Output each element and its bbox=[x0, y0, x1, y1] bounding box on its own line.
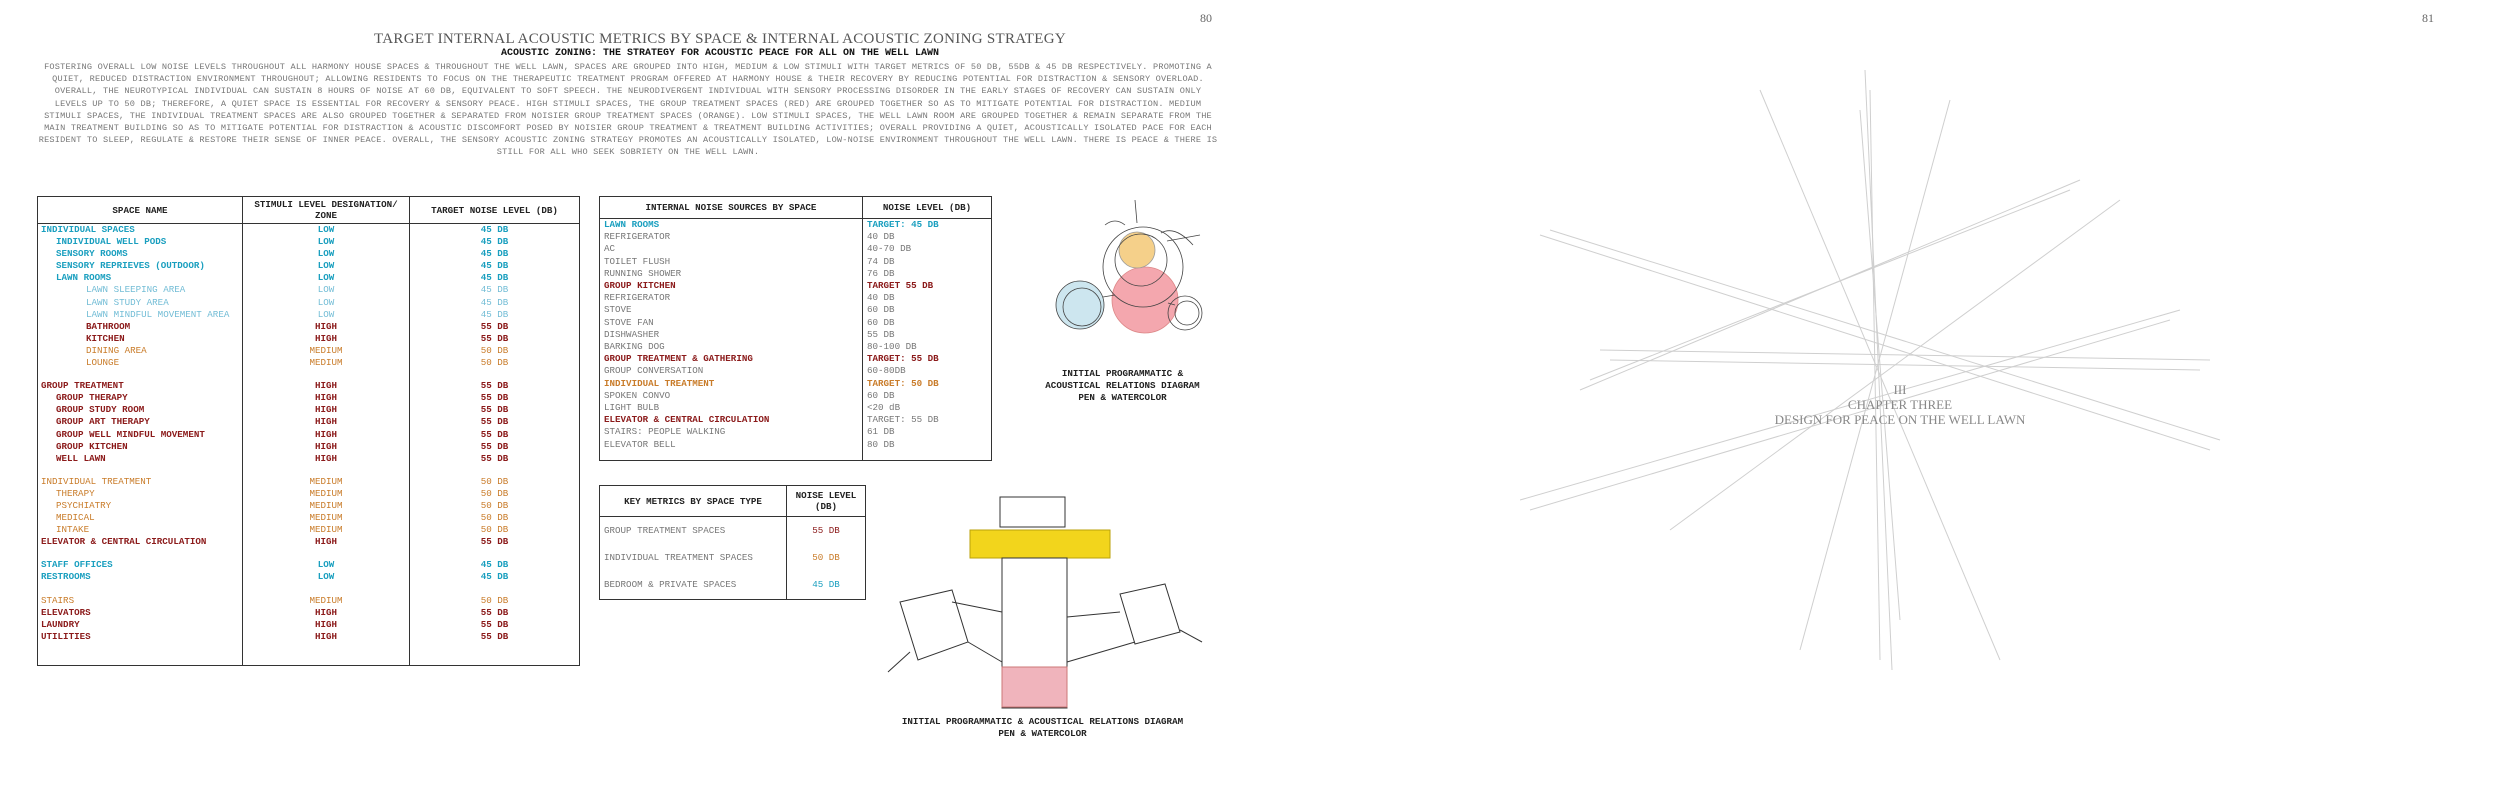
empty-cell bbox=[243, 369, 410, 380]
empty-cell bbox=[38, 465, 243, 476]
noise-level-cell: 55 DB bbox=[410, 607, 580, 619]
space-name-cell: KITCHEN bbox=[38, 333, 243, 345]
noise-level-cell: 76 DB bbox=[863, 268, 992, 280]
noise-level-cell: TARGET: 50 DB bbox=[863, 378, 992, 390]
space-type-cell: BEDROOM & PRIVATE SPACES bbox=[600, 572, 787, 600]
empty-cell bbox=[410, 369, 580, 380]
stimuli-zone-cell: HIGH bbox=[243, 453, 410, 465]
stimuli-zone-cell: HIGH bbox=[243, 607, 410, 619]
bottom-diagram-caption bbox=[880, 716, 1205, 740]
stimuli-zone-cell: LOW bbox=[243, 224, 410, 237]
space-name-cell: LAWN STUDY AREA bbox=[38, 297, 243, 309]
table-row bbox=[38, 272, 580, 284]
stimuli-zone-cell: HIGH bbox=[243, 536, 410, 548]
space-name-cell: GROUP WELL MINDFUL MOVEMENT bbox=[38, 429, 243, 441]
noise-level-cell: 55 DB bbox=[410, 333, 580, 345]
noise-level-cell: 55 DB bbox=[410, 416, 580, 428]
noise-source-cell: STOVE FAN bbox=[600, 317, 863, 329]
metric-level-cell: 45 DB bbox=[787, 572, 866, 600]
noise-level-cell: 45 DB bbox=[410, 224, 580, 237]
space-name-cell: UTILITIES bbox=[38, 631, 243, 643]
stimuli-zone-cell: HIGH bbox=[243, 321, 410, 333]
table-row bbox=[600, 268, 992, 280]
stimuli-zone-cell: MEDIUM bbox=[243, 345, 410, 357]
noise-level-cell: 55 DB bbox=[410, 619, 580, 631]
table-row bbox=[600, 414, 992, 426]
space-name-cell: LOUNGE bbox=[38, 357, 243, 369]
space-metrics-table bbox=[37, 196, 580, 666]
page-title: TARGET INTERNAL ACOUSTIC METRICS BY SPACE & INTERNAL ACOUSTIC ZONING STRATEGY bbox=[374, 31, 1066, 47]
space-name-cell: GROUP THERAPY bbox=[38, 392, 243, 404]
table-row bbox=[38, 297, 580, 309]
noise-level-cell: 55 DB bbox=[410, 453, 580, 465]
table-row bbox=[38, 333, 580, 345]
noise-source-cell: BARKING DOG bbox=[600, 341, 863, 353]
top-caption-line-2: ACOUSTICAL RELATIONS DIAGRAM bbox=[1045, 380, 1200, 391]
noise-source-cell: LIGHT BULB bbox=[600, 402, 863, 414]
space-type-cell: GROUP TREATMENT SPACES bbox=[600, 517, 787, 545]
table-row bbox=[38, 224, 580, 237]
noise-level-cell: 45 DB bbox=[410, 309, 580, 321]
noise-level-cell: 40 DB bbox=[863, 292, 992, 304]
noise-source-cell: ELEVATOR BELL bbox=[600, 439, 863, 451]
stimuli-zone-cell: LOW bbox=[243, 297, 410, 309]
noise-level-cell: 45 DB bbox=[410, 571, 580, 583]
empty-cell bbox=[243, 548, 410, 559]
intro-paragraph: FOSTERING OVERALL LOW NOISE LEVELS THROUGHOUT ALL HARMONY HOUSE SPACES & THROUGHOUT THE WELL LAWN, SPACES ARE GROUPED INTO HIGH, MEDIUM & LOW STIMULI WITH TARGET METRICS OF 50 DB, 55DB & 45 DB RESPECTIVELY. PROMOTING A QUIET, REDUCED DISTRACTION ENVIRONMENT THROUGHOUT; ALLOWING RESIDENTS TO FOCUS ON THE THERAPEUTIC TREATMENT PROGRAM OFFERED AT HARMONY HOUSE & THEIR RECOVERY BY REDUCING POTENTIAL FOR DISTRACTION & SENSORY OVERLOAD. OVERALL, THE NEUROTYPICAL INDIVIDUAL CAN SUSTAIN 8 HOURS OF NOISE AT 60 DB, EQUIVALENT TO SOFT SPEECH. THE NEURODIVERGENT INDIVIDUAL WITH SENSORY PROCESSING DISORDER IN THE EARLY STAGES OF RECOVERY CAN SUSTAIN ONLY LEVELS UP TO 50 DB; THEREFORE, A QUIET SPACE IS ESSENTIAL FOR RECOVERY & SENSORY PEACE. HIGH STIMULI SPACES, THE GROUP TREATMENT SPACES (RED) ARE GROUPED TOGETHER SO AS TO MITIGATE POTENTIAL FOR DISTRACTION. MEDIUM STIMULI SPACES, THE INDIVIDUAL TREATMENT SPACES ARE ALSO GROUPED TOGETHER & SEPARATED FROM NOISIER GROUP TREATMENT SPACES (ORANGE). LOW STIMULI SPACES, THE WELL LAWN ROOM ARE GROUPED TOGETHER & REMAIN SEPARATE FROM THE MAIN TREATMENT BUILDING SO AS TO MITIGATE POTENTIAL FOR DISTRACTION & ACOUSTIC DISCOMFORT POSED BY NOISIER GROUP TREATMENT & TREATMENT BUILDING ACTIVITIES; OVERALL PROVIDING A QUIET, ACOUSTICALLY ISOLATED PACE FOR EACH RESIDENT TO SLEEP, REGULATE & RESTORE THEIR SENSE OF INNER PEACE. OVERALL, THE SENSORY ACOUSTIC ZONING STRATEGY PROMOTES AN ACOUSTICALLY ISOLATED, LOW-NOISE ENVIRONMENT THROUGHOUT THE WELL LAWN. THERE IS PEACE & THERE IS STILL FOR ALL WHO SEEK SOBRIETY ON THE WELL LAWN. bbox=[38, 62, 1218, 158]
bottom-caption-line-2: PEN & WATERCOLOR bbox=[998, 728, 1087, 739]
table-row bbox=[38, 524, 580, 536]
stimuli-zone-cell: LOW bbox=[243, 248, 410, 260]
noise-source-cell: SPOKEN CONVO bbox=[600, 390, 863, 402]
stimuli-zone-cell: MEDIUM bbox=[243, 512, 410, 524]
key-metrics-table bbox=[599, 485, 866, 600]
stimuli-zone-cell: MEDIUM bbox=[243, 476, 410, 488]
table-row bbox=[600, 378, 992, 390]
key-metrics-header: KEY METRICS BY SPACE TYPE bbox=[600, 486, 787, 517]
noise-source-cell: TOILET FLUSH bbox=[600, 256, 863, 268]
stimuli-zone-cell: LOW bbox=[243, 571, 410, 583]
noise-level-cell: 55 DB bbox=[410, 631, 580, 643]
chapter-title: DESIGN FOR PEACE ON THE WELL LAWN bbox=[1774, 412, 2026, 427]
noise-source-header: INTERNAL NOISE SOURCES BY SPACE bbox=[600, 197, 863, 219]
table-row bbox=[38, 441, 580, 453]
metrics-noise-level-header: NOISE LEVEL (DB) bbox=[787, 486, 866, 517]
space-name-cell: INDIVIDUAL SPACES bbox=[38, 224, 243, 237]
noise-level-cell: <20 dB bbox=[863, 402, 992, 414]
table-row bbox=[600, 231, 992, 243]
stimuli-zone-cell: MEDIUM bbox=[243, 595, 410, 607]
stimuli-zone-cell: MEDIUM bbox=[243, 488, 410, 500]
space-name-cell: INDIVIDUAL WELL PODS bbox=[38, 236, 243, 248]
noise-level-cell: 45 DB bbox=[410, 297, 580, 309]
table-row bbox=[600, 402, 992, 414]
empty-cell bbox=[38, 548, 243, 559]
plan-diagram-sketch bbox=[880, 492, 1210, 717]
noise-level-cell: 50 DB bbox=[410, 512, 580, 524]
table-row bbox=[600, 426, 992, 438]
table-row bbox=[38, 512, 580, 524]
table-row bbox=[600, 317, 992, 329]
page-number-left: 80 bbox=[1200, 11, 1212, 25]
stimuli-zone-cell: MEDIUM bbox=[243, 524, 410, 536]
stimuli-zone-cell: MEDIUM bbox=[243, 500, 410, 512]
space-name-cell: BATHROOM bbox=[38, 321, 243, 333]
table-row bbox=[600, 517, 866, 545]
table-row bbox=[38, 392, 580, 404]
noise-source-cell: LAWN ROOMS bbox=[600, 219, 863, 232]
space-name-cell: THERAPY bbox=[38, 488, 243, 500]
table-row bbox=[600, 292, 992, 304]
space-name-cell: SENSORY REPRIEVES (OUTDOOR) bbox=[38, 260, 243, 272]
space-type-cell: INDIVIDUAL TREATMENT SPACES bbox=[600, 544, 787, 571]
page-subtitle: ACOUSTIC ZONING: THE STRATEGY FOR ACOUSTIC PEACE FOR ALL ON THE WELL LAWN bbox=[500, 48, 940, 59]
noise-source-cell: GROUP CONVERSATION bbox=[600, 365, 863, 377]
noise-level-cell: 74 DB bbox=[863, 256, 992, 268]
table-row bbox=[38, 559, 580, 571]
space-name-cell: SENSORY ROOMS bbox=[38, 248, 243, 260]
table-row bbox=[38, 404, 580, 416]
noise-level-cell: 45 DB bbox=[410, 236, 580, 248]
noise-level-header: NOISE LEVEL (DB) bbox=[863, 197, 992, 219]
noise-level-cell: 55 DB bbox=[410, 441, 580, 453]
table-row bbox=[38, 321, 580, 333]
empty-cell bbox=[38, 643, 243, 666]
space-name-cell: STAIRS bbox=[38, 595, 243, 607]
table-row bbox=[600, 439, 992, 451]
table-row bbox=[38, 631, 580, 643]
noise-level-cell: 50 DB bbox=[410, 345, 580, 357]
noise-level-cell: 50 DB bbox=[410, 357, 580, 369]
noise-source-cell: INDIVIDUAL TREATMENT bbox=[600, 378, 863, 390]
table-row bbox=[38, 619, 580, 631]
noise-level-cell: 50 DB bbox=[410, 476, 580, 488]
noise-source-cell: DISHWASHER bbox=[600, 329, 863, 341]
noise-level-cell: 60 DB bbox=[863, 317, 992, 329]
table-gap-row bbox=[38, 548, 580, 559]
table-row bbox=[38, 607, 580, 619]
empty-cell bbox=[243, 465, 410, 476]
table-row bbox=[600, 390, 992, 402]
noise-level-cell: TARGET 55 DB bbox=[863, 280, 992, 292]
table-gap-row bbox=[38, 584, 580, 595]
stimuli-zone-cell: HIGH bbox=[243, 429, 410, 441]
stimuli-zone-cell: HIGH bbox=[243, 404, 410, 416]
noise-level-cell: 40 DB bbox=[863, 231, 992, 243]
noise-level-cell: 50 DB bbox=[410, 488, 580, 500]
noise-source-cell: REFRIGERATOR bbox=[600, 292, 863, 304]
metric-level-cell: 55 DB bbox=[787, 517, 866, 545]
space-name-cell: STAFF OFFICES bbox=[38, 559, 243, 571]
noise-sources-table bbox=[599, 196, 992, 461]
table-row bbox=[38, 453, 580, 465]
stimuli-zone-cell: LOW bbox=[243, 272, 410, 284]
space-name-cell: LAWN SLEEPING AREA bbox=[38, 284, 243, 296]
stimuli-zone-cell: HIGH bbox=[243, 441, 410, 453]
table-row bbox=[600, 341, 992, 353]
top-caption-line-3: PEN & WATERCOLOR bbox=[1078, 392, 1167, 403]
noise-level-cell: TARGET: 55 DB bbox=[863, 353, 992, 365]
table-row bbox=[38, 248, 580, 260]
table-row bbox=[38, 429, 580, 441]
metric-level-cell: 50 DB bbox=[787, 544, 866, 571]
space-name-cell: LAUNDRY bbox=[38, 619, 243, 631]
bottom-caption-line-1: INITIAL PROGRAMMATIC & ACOUSTICAL RELATIONS DIAGRAM bbox=[901, 716, 1184, 727]
space-name-cell: MEDICAL bbox=[38, 512, 243, 524]
table-row bbox=[38, 284, 580, 296]
empty-cell bbox=[863, 451, 992, 461]
stimuli-zone-cell: HIGH bbox=[243, 380, 410, 392]
space-name-cell: LAWN MINDFUL MOVEMENT AREA bbox=[38, 309, 243, 321]
noise-level-cell: 55 DB bbox=[410, 321, 580, 333]
noise-source-cell: STAIRS: PEOPLE WALKING bbox=[600, 426, 863, 438]
table-gap-row bbox=[38, 369, 580, 380]
table-row bbox=[38, 476, 580, 488]
table-row bbox=[600, 353, 992, 365]
top-caption-line-1: INITIAL PROGRAMMATIC & bbox=[1061, 368, 1184, 379]
chapter-heading bbox=[1700, 382, 2100, 427]
table-gap-row bbox=[38, 465, 580, 476]
noise-level-cell: 80 DB bbox=[863, 439, 992, 451]
space-name-cell: INDIVIDUAL TREATMENT bbox=[38, 476, 243, 488]
table-row bbox=[600, 329, 992, 341]
noise-source-cell: ELEVATOR & CENTRAL CIRCULATION bbox=[600, 414, 863, 426]
noise-level-cell: 45 DB bbox=[410, 284, 580, 296]
chapter-name: CHAPTER THREE bbox=[1847, 397, 1953, 412]
space-name-cell: DINING AREA bbox=[38, 345, 243, 357]
table-row bbox=[38, 595, 580, 607]
space-name-cell: GROUP STUDY ROOM bbox=[38, 404, 243, 416]
chapter-numeral: III bbox=[1893, 382, 1907, 397]
table-filler-row bbox=[600, 451, 992, 461]
table-row bbox=[600, 243, 992, 255]
noise-level-cell: 61 DB bbox=[863, 426, 992, 438]
noise-level-cell: 55 DB bbox=[410, 536, 580, 548]
stimuli-level-header: STIMULI LEVEL DESIGNATION/ ZONE bbox=[243, 197, 410, 224]
stimuli-zone-cell: HIGH bbox=[243, 333, 410, 345]
noise-source-cell: GROUP TREATMENT & GATHERING bbox=[600, 353, 863, 365]
space-name-cell: INTAKE bbox=[38, 524, 243, 536]
noise-level-cell: 55 DB bbox=[410, 404, 580, 416]
right-page-scribble-sketch bbox=[1520, 60, 2240, 680]
table-row bbox=[38, 380, 580, 392]
table-row bbox=[600, 256, 992, 268]
empty-cell bbox=[243, 584, 410, 595]
table-row bbox=[38, 357, 580, 369]
space-name-cell: GROUP KITCHEN bbox=[38, 441, 243, 453]
space-name-header: SPACE NAME bbox=[38, 197, 243, 224]
table-row bbox=[38, 488, 580, 500]
noise-level-cell: 45 DB bbox=[410, 559, 580, 571]
noise-level-cell: TARGET: 55 DB bbox=[863, 414, 992, 426]
noise-level-cell: 55 DB bbox=[410, 429, 580, 441]
noise-source-cell: STOVE bbox=[600, 304, 863, 316]
table-row bbox=[38, 260, 580, 272]
top-diagram-caption bbox=[1025, 368, 1220, 404]
noise-level-cell: TARGET: 45 DB bbox=[863, 219, 992, 232]
page-number-right: 81 bbox=[2422, 11, 2434, 25]
table-row bbox=[600, 280, 992, 292]
noise-level-cell: 45 DB bbox=[410, 260, 580, 272]
empty-cell bbox=[38, 369, 243, 380]
table-row bbox=[38, 236, 580, 248]
table-row bbox=[38, 536, 580, 548]
noise-level-cell: 45 DB bbox=[410, 272, 580, 284]
empty-cell bbox=[243, 643, 410, 666]
space-name-cell: ELEVATORS bbox=[38, 607, 243, 619]
noise-source-cell: AC bbox=[600, 243, 863, 255]
noise-level-cell: 60 DB bbox=[863, 390, 992, 402]
stimuli-zone-cell: LOW bbox=[243, 309, 410, 321]
table-row bbox=[38, 571, 580, 583]
empty-cell bbox=[38, 584, 243, 595]
noise-level-cell: 80-100 DB bbox=[863, 341, 992, 353]
empty-cell bbox=[410, 584, 580, 595]
table-row bbox=[600, 572, 866, 600]
stimuli-zone-cell: LOW bbox=[243, 236, 410, 248]
empty-cell bbox=[410, 548, 580, 559]
table-row bbox=[600, 219, 992, 232]
noise-level-cell: 55 DB bbox=[410, 392, 580, 404]
noise-level-cell: 45 DB bbox=[410, 248, 580, 260]
stimuli-zone-cell: MEDIUM bbox=[243, 357, 410, 369]
table-row bbox=[600, 544, 866, 571]
space-name-cell: RESTROOMS bbox=[38, 571, 243, 583]
noise-source-cell: REFRIGERATOR bbox=[600, 231, 863, 243]
noise-level-cell: 50 DB bbox=[410, 524, 580, 536]
stimuli-zone-cell: LOW bbox=[243, 284, 410, 296]
noise-level-cell: 60 DB bbox=[863, 304, 992, 316]
noise-level-cell: 55 DB bbox=[863, 329, 992, 341]
noise-level-cell: 55 DB bbox=[410, 380, 580, 392]
space-name-cell: PSYCHIATRY bbox=[38, 500, 243, 512]
space-name-cell: LAWN ROOMS bbox=[38, 272, 243, 284]
empty-cell bbox=[410, 643, 580, 666]
stimuli-zone-cell: HIGH bbox=[243, 619, 410, 631]
stimuli-zone-cell: LOW bbox=[243, 260, 410, 272]
noise-level-cell: 60-80DB bbox=[863, 365, 992, 377]
space-name-cell: ELEVATOR & CENTRAL CIRCULATION bbox=[38, 536, 243, 548]
table-row bbox=[600, 304, 992, 316]
stimuli-zone-cell: HIGH bbox=[243, 416, 410, 428]
space-name-cell: GROUP TREATMENT bbox=[38, 380, 243, 392]
space-name-cell: GROUP ART THERAPY bbox=[38, 416, 243, 428]
noise-source-cell: RUNNING SHOWER bbox=[600, 268, 863, 280]
stimuli-zone-cell: LOW bbox=[243, 559, 410, 571]
target-noise-header: TARGET NOISE LEVEL (DB) bbox=[410, 197, 580, 224]
space-name-cell: WELL LAWN bbox=[38, 453, 243, 465]
table-row bbox=[38, 345, 580, 357]
noise-level-cell: 50 DB bbox=[410, 595, 580, 607]
table-filler-row bbox=[38, 643, 580, 666]
noise-level-cell: 40-70 DB bbox=[863, 243, 992, 255]
table-row bbox=[38, 309, 580, 321]
empty-cell bbox=[410, 465, 580, 476]
stimuli-zone-cell: HIGH bbox=[243, 392, 410, 404]
table-row bbox=[600, 365, 992, 377]
noise-level-cell: 50 DB bbox=[410, 500, 580, 512]
table-row bbox=[38, 416, 580, 428]
stimuli-zone-cell: HIGH bbox=[243, 631, 410, 643]
empty-cell bbox=[600, 451, 863, 461]
bubble-diagram-sketch bbox=[1025, 195, 1215, 365]
noise-source-cell: GROUP KITCHEN bbox=[600, 280, 863, 292]
table-row bbox=[38, 500, 580, 512]
